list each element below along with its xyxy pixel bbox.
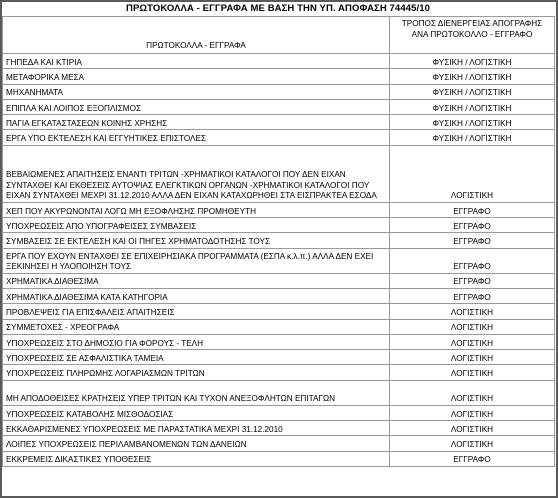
method-header-line-1: ΤΡΟΠΟΣ ΔΙΕΝΕΡΓΕΙΑΣ ΑΠΟΓΡΑΦΗΣ <box>401 19 543 28</box>
method-cell[interactable]: ΕΓΓΡΑΦΟ <box>390 202 555 217</box>
document-cell[interactable]: ΜΕΤΑΦΟΡΙΚΑ ΜΕΣΑ <box>3 69 390 84</box>
table-row[interactable] <box>3 233 555 248</box>
method-cell[interactable]: ΦΥΣΙΚΗ / ΛΟΓΙΣΤΙΚΗ <box>390 69 555 84</box>
document-cell[interactable]: ΥΠΟΧΡΕΩΣΕΙΣ ΠΛΗΡΩΜΗΣ ΛΟΓΑΡΙΑΣΜΩΝ ΤΡΙΤΩΝ <box>3 365 390 380</box>
method-cell[interactable]: ΕΓΓΡΑΦΟ <box>390 233 555 248</box>
document-cell[interactable]: ΛΟΙΠΕΣ ΥΠΟΧΡΕΩΣΕΙΣ ΠΕΡΙΛΑΜΒΑΝΟΜΕΝΩΝ ΤΩΝ ΔΑΝΕΙΩΝ <box>3 436 390 451</box>
table-row[interactable] <box>3 130 555 145</box>
document-cell[interactable]: ΠΑΓΙΑ ΕΓΚΑΤΑΣΤΑΣΕΩΝ ΚΟΙΝΗΣ ΧΡΗΣΗΣ <box>3 115 390 130</box>
table-row[interactable] <box>3 99 555 114</box>
document-cell[interactable]: ΣΥΜΒΑΣΕΙΣ ΣΕ ΕΚΤΕΛΕΣΗ ΚΑΙ ΟΙ ΠΗΓΕΣ ΧΡΗΜΑΤΟΔΟΤΗΣΗΣ ΤΟΥΣ <box>3 233 390 248</box>
method-header-line-2: ΑΝΑ ΠΡΩΤΟΚΟΛΛΟ - ΕΓΓΡΑΦΟ <box>411 29 533 39</box>
document-cell[interactable]: ΥΠΟΧΡΕΩΣΕΙΣ ΑΠΟ ΥΠΟΓΡΑΦΕΙΣΕΣ ΣΥΜΒΑΣΕΙΣ <box>3 218 390 233</box>
method-cell[interactable]: ΛΟΓΙΣΤΙΚΗ <box>390 319 555 334</box>
inventory-table <box>2 16 555 467</box>
method-cell[interactable]: ΕΓΓΡΑΦΟ <box>390 248 555 273</box>
table-row[interactable] <box>3 145 555 202</box>
header-row <box>3 17 555 54</box>
method-cell[interactable]: ΛΟΓΙΣΤΙΚΗ <box>390 365 555 380</box>
document-cell[interactable]: ΥΠΟΧΡΕΩΣΕΙΣ ΚΑΤΑΒΟΛΗΣ ΜΙΣΘΟΔΟΣΙΑΣ <box>3 405 390 420</box>
table-row[interactable] <box>3 69 555 84</box>
table-row[interactable] <box>3 218 555 233</box>
method-cell[interactable]: ΛΟΓΙΣΤΙΚΗ <box>390 334 555 349</box>
document-cell[interactable]: ΕΚΚΡΕΜΕΙΣ ΔΙΚΑΣΤΙΚΕΣ ΥΠΟΘΕΣΕΙΣ <box>3 451 390 466</box>
document-cell[interactable]: ΧΡΗΜΑΤΙΚΑ ΔΙΑΘΕΣΙΜΑ <box>3 273 390 288</box>
table-row[interactable] <box>3 273 555 288</box>
method-cell[interactable]: ΦΥΣΙΚΗ / ΛΟΓΙΣΤΙΚΗ <box>390 130 555 145</box>
document-cell[interactable]: ΧΕΠ ΠΟΥ ΑΚΥΡΩΝΟΝΤΑΙ ΛΟΓΩ ΜΗ ΕΞΟΦΛΗΣΗΣ ΠΡΟΜΗΘΕΥΤΗ <box>3 202 390 217</box>
method-cell[interactable]: ΦΥΣΙΚΗ / ΛΟΓΙΣΤΙΚΗ <box>390 54 555 69</box>
table-row[interactable] <box>3 421 555 436</box>
method-cell[interactable]: ΛΟΓΙΣΤΙΚΗ <box>390 436 555 451</box>
table-row[interactable] <box>3 304 555 319</box>
method-cell[interactable]: ΛΟΓΙΣΤΙΚΗ <box>390 405 555 420</box>
method-cell[interactable]: ΛΟΓΙΣΤΙΚΗ <box>390 350 555 365</box>
table-row[interactable] <box>3 436 555 451</box>
document-cell[interactable]: ΜΗΧΑΝΗΜΑΤΑ <box>3 84 390 99</box>
table-row[interactable] <box>3 288 555 303</box>
table-row[interactable] <box>3 248 555 273</box>
document-cell[interactable]: ΥΠΟΧΡΕΩΣΕΙΣ ΣΕ ΑΣΦΑΛΙΣΤΙΚΑ ΤΑΜΕΙΑ <box>3 350 390 365</box>
document-cell[interactable]: ΕΚΚΑΘΑΡΙΣΜΕΝΕΣ ΥΠΟΧΡΕΩΣΕΙΣ ΜΕ ΠΑΡΑΣΤΑΤΙΚΑ ΜΕΧΡΙ 31.12.2010 <box>3 421 390 436</box>
document-cell[interactable]: ΒΕΒΑΙΩΜΕΝΕΣ ΑΠΑΙΤΗΣΕΙΣ ΕΝΑΝΤΙ ΤΡΙΤΩΝ -ΧΡΗΜΑΤΙΚΟΙ ΚΑΤΑΛΟΓΟΙ ΠΟΥ ΔΕΝ ΕΙΧΑΝ ΣΥΝΤΑΧΘΕΙ ΚΑΙ ΕΚΘΕΣΕΙΣ ΑΥΤΟΨΙΑΣ ΕΛΕΓΚΤΙΚΩΝ ΟΡΓΑΝΩΝ -ΧΡΗΜΑΤΙΚΟΙ ΚΑΤΑΛΟΓΟΙ ΠΟΥ ΕΙΧΑΝ ΣΥΝΤΑΧΘΕΙ ΜΕΧΡΙ 31.12.2010 ΑΛΛΑ ΔΕΝ ΕΙΧΑΝ ΚΑΤΑΧΩΡΗΘΕΙ ΣΤΑ ΕΙΣΠΡΑΚΤΕΑ ΕΣΟΔΑ <box>3 145 390 202</box>
table-row[interactable] <box>3 115 555 130</box>
table-row[interactable] <box>3 380 555 405</box>
table-row[interactable] <box>3 451 555 466</box>
document-cell[interactable]: ΕΡΓΑ ΥΠΟ ΕΚΤΕΛΕΣΗ ΚΑΙ ΕΓΓΥΗΤΙΚΕΣ ΕΠΙΣΤΟΛΕΣ <box>3 130 390 145</box>
sheet-title: ΠΡΩΤΟΚΟΛΛΑ - ΕΓΓΡΑΦΑ ΜΕ ΒΑΣΗ ΤΗΝ ΥΠ. ΑΠΟΦΑΣΗ 74445/10 <box>126 3 430 14</box>
document-cell[interactable]: ΥΠΟΧΡΕΩΣΕΙΣ ΣΤΟ ΔΗΜΟΣΙΟ ΓΙΑ ΦΟΡΟΥΣ - ΤΕΛΗ <box>3 334 390 349</box>
method-cell[interactable]: ΛΟΓΙΣΤΙΚΗ <box>390 380 555 405</box>
method-cell[interactable]: ΦΥΣΙΚΗ / ΛΟΓΙΣΤΙΚΗ <box>390 99 555 114</box>
method-cell[interactable]: ΕΓΓΡΑΦΟ <box>390 218 555 233</box>
document-cell[interactable]: ΓΗΠΕΔΑ ΚΑΙ ΚΤΙΡΙΑ <box>3 54 390 69</box>
table-row[interactable] <box>3 334 555 349</box>
method-column-header <box>390 17 555 54</box>
method-cell[interactable]: ΕΓΓΡΑΦΟ <box>390 288 555 303</box>
document-cell[interactable]: ΜΗ ΑΠΟΔΟΘΕΙΣΕΣ ΚΡΑΤΗΣΕΙΣ ΥΠΕΡ ΤΡΙΤΩΝ ΚΑΙ ΤΥΧΟΝ ΑΝΕΞΟΦΛΗΤΩΝ ΕΠΙΤΑΓΩΝ <box>3 380 390 405</box>
table-row[interactable] <box>3 405 555 420</box>
method-cell[interactable]: ΛΟΓΙΣΤΙΚΗ <box>390 145 555 202</box>
table-row[interactable] <box>3 202 555 217</box>
document-cell[interactable]: ΠΡΟΒΛΕΨΕΙΣ ΓΙΑ ΕΠΙΣΦΑΛΕΙΣ ΑΠΑΙΤΗΣΕΙΣ <box>3 304 390 319</box>
method-cell[interactable]: ΕΓΓΡΑΦΟ <box>390 451 555 466</box>
method-cell[interactable]: ΛΟΓΙΣΤΙΚΗ <box>390 304 555 319</box>
method-cell[interactable]: ΦΥΣΙΚΗ / ΛΟΓΙΣΤΙΚΗ <box>390 84 555 99</box>
document-cell[interactable]: ΧΡΗΜΑΤΙΚΑ ΔΙΑΘΕΣΙΜΑ ΚΑΤΑ ΚΑΤΗΓΟΡΙΑ <box>3 288 390 303</box>
documents-column-header: ΠΡΩΤΟΚΟΛΛΑ - ΕΓΓΡΑΦΑ <box>3 17 390 54</box>
method-cell[interactable]: ΦΥΣΙΚΗ / ΛΟΓΙΣΤΙΚΗ <box>390 115 555 130</box>
table-row[interactable] <box>3 84 555 99</box>
table-row[interactable] <box>3 365 555 380</box>
method-cell[interactable]: ΕΓΓΡΑΦΟ <box>390 273 555 288</box>
table-row[interactable] <box>3 319 555 334</box>
table-row[interactable] <box>3 54 555 69</box>
document-cell[interactable]: ΕΡΓΑ ΠΟΥ ΕΧΟΥΝ ΕΝΤΑΧΘΕΙ ΣΕ ΕΠΙΧΕΙΡΗΣΙΑΚΑ ΠΡΟΓΡΑΜΜΑΤΑ (ΕΣΠΑ κ.λ.π.) ΑΛΛΑ ΔΕΝ ΕΧΕΙ ΞΕΚΙΝΗΣΕΙ Η ΥΛΟΠΟΙΗΣΗ ΤΟΥΣ <box>3 248 390 273</box>
method-cell[interactable]: ΛΟΓΙΣΤΙΚΗ <box>390 421 555 436</box>
document-cell[interactable]: ΕΠΙΠΛΑ ΚΑΙ ΛΟΙΠΟΣ ΕΞΟΠΛΙΣΜΟΣ <box>3 99 390 114</box>
table-row[interactable] <box>3 350 555 365</box>
document-cell[interactable]: ΣΥΜΜΕΤΟΧΕΣ - ΧΡΕΟΓΡΑΦΑ <box>3 319 390 334</box>
